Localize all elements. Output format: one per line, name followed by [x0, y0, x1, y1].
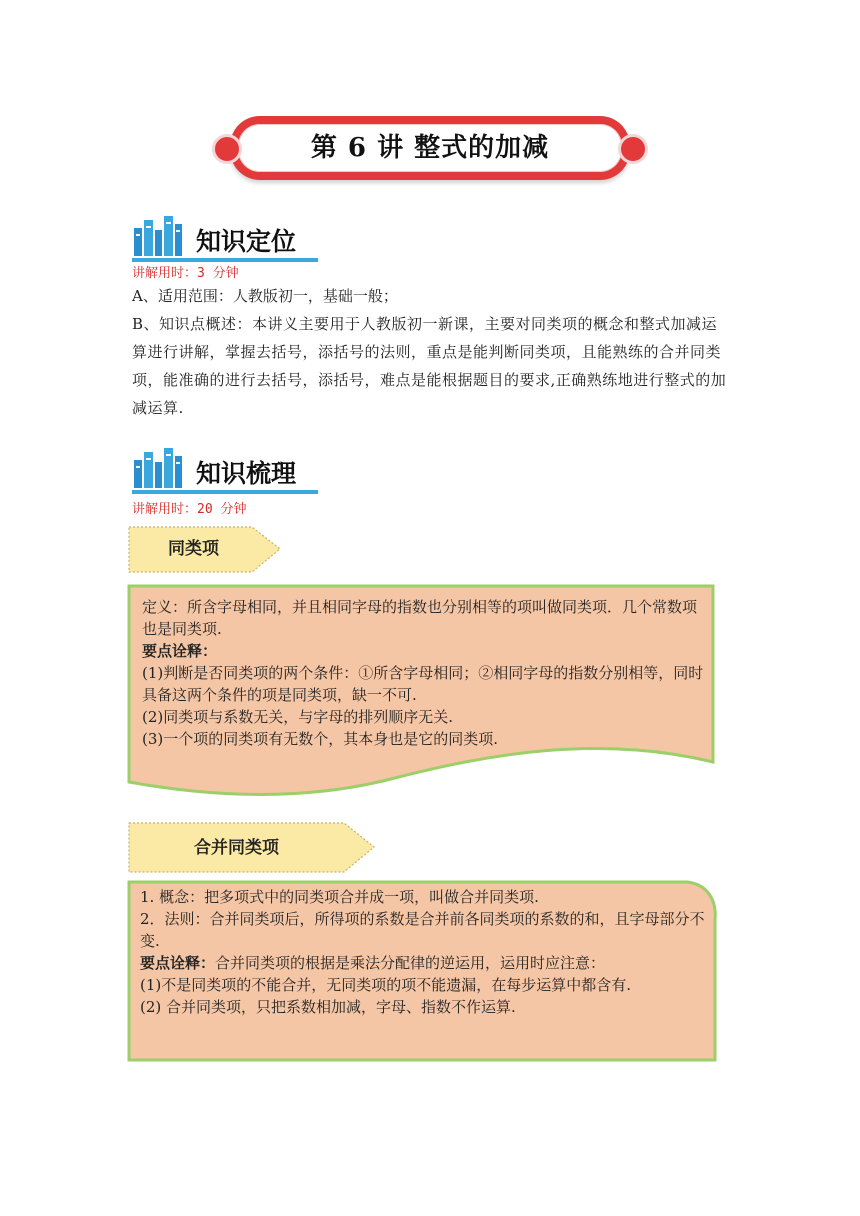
lecture-time: 讲解用时：20 分钟: [132, 502, 247, 517]
rule-text: 2．法则：合并同类项后，所得项的系数是合并前各同类项的系数的和，且字母部分不变.: [140, 910, 705, 950]
topic-tag-combine-like-terms: [128, 822, 378, 868]
tag-label: 合并同类项: [194, 838, 279, 858]
key-points-label: 要点诠释：: [142, 642, 218, 660]
key-point-2: (2)同类项与系数无关，与字母的排列顺序无关.: [142, 708, 454, 726]
page-title: 第 6 讲 整式的加减: [310, 133, 550, 163]
overview-text: B、知识点概述：本讲义主要用于人教版初一新课，主要对同类项的概念和整式加减运算进行讲解，掌握去括号，添括号的法则，重点是能判断同类项，且能熟练的合并同类项，能准确的进行去括号，添括号，难点是能根据题目的要求,正确熟练地进行整式的加减运算.: [132, 315, 727, 417]
key-point-1: (1)判断是否同类项的两个条件：①所含字母相同；②相同字母的指数分别相等，同时具备这两个条件的项是同类项，缺一不可.: [142, 664, 704, 704]
rules-box: [140, 886, 706, 1018]
section-header-knowledge-position: [132, 212, 322, 266]
key-points-text: 合并同类项的根据是乘法分配律的逆运用，运用时应注意：: [215, 954, 606, 972]
section-underline: [132, 490, 318, 494]
title-banner: [212, 116, 648, 184]
definition-box: [142, 596, 706, 750]
banner-dot-right: [618, 134, 648, 164]
key-point-2: (2) 合并同类项，只把系数相加减，字母、指数不作运算.: [140, 998, 516, 1016]
topic-tag-like-terms: [128, 526, 282, 572]
books-icon: [132, 446, 184, 490]
definition-text: 定义：所含字母相同，并且相同字母的指数也分别相等的项叫做同类项．几个常数项也是同类项.: [142, 598, 698, 638]
books-icon: [132, 214, 184, 258]
section-header-knowledge-review: [132, 444, 322, 498]
section-title: 知识梳理: [196, 459, 297, 488]
lecture-time: 讲解用时：3 分钟: [132, 266, 239, 281]
tag-label: 同类项: [168, 539, 219, 559]
concept-text: 1. 概念：把多项式中的同类项合并成一项，叫做合并同类项.: [140, 888, 539, 906]
key-points-label: 要点诠释：: [140, 954, 216, 972]
key-point-3: (3)一个项的同类项有无数个，其本身也是它的同类项.: [142, 730, 499, 748]
key-point-1: (1)不是同类项的不能合并，无同类项的项不能遗漏，在每步运算中都含有.: [140, 976, 632, 994]
section-title: 知识定位: [196, 227, 297, 256]
scope-text: A、适用范围：人教版初一，基础一般；: [132, 287, 398, 305]
